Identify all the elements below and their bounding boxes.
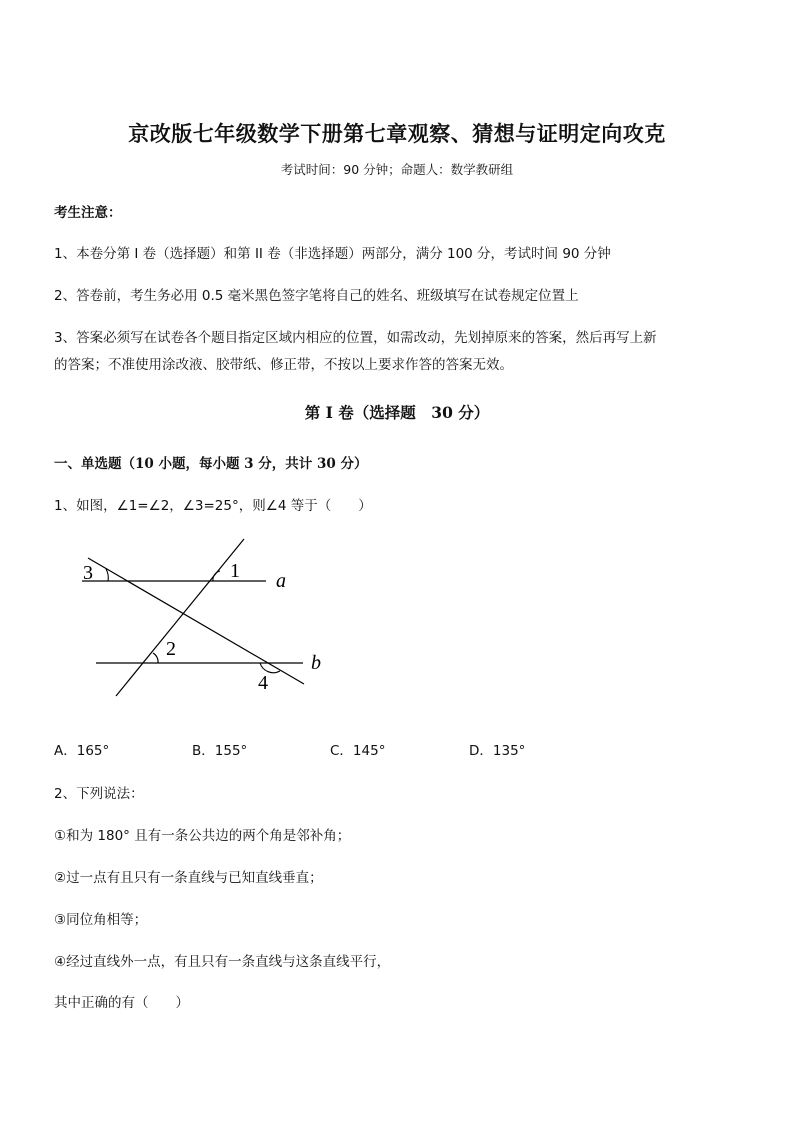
label-angle-3: 3	[83, 562, 93, 584]
angle-1-arc	[213, 571, 220, 581]
angle-2-arc	[153, 653, 158, 663]
label-line-a: a	[276, 570, 286, 592]
notice-heading: 考生注意：	[54, 205, 122, 221]
statement-3: ③同位角相等；	[54, 912, 148, 928]
statement-2: ②过一点有且只有一条直线与已知直线垂直；	[54, 870, 323, 886]
label-angle-1: 1	[230, 560, 240, 582]
notice-item-1: 1、本卷分第 I 卷（选择题）和第 II 卷（非选择题）两部分，满分 100 分，考试时间 90 分钟	[54, 246, 611, 262]
section-title: 第 I 卷（选择题 30 分）	[304, 403, 490, 422]
question-2-prompt: 其中正确的有（ ）	[54, 995, 189, 1011]
option-d: D．135°	[469, 743, 526, 759]
exam-info: 考试时间：90 分钟；命题人：数学教研组	[280, 162, 514, 177]
option-b: B．155°	[192, 743, 248, 759]
question-1-figure	[70, 530, 340, 705]
notice-item-3-continued: 的答案；不准使用涂改液、胶带纸、修正带，不按以上要求作答的答案无效。	[54, 357, 513, 373]
label-line-b: b	[311, 652, 321, 674]
statement-1: ①和为 180° 且有一条公共边的两个角是邻补角；	[54, 828, 351, 844]
label-angle-2: 2	[166, 638, 176, 660]
option-c: C．145°	[330, 743, 386, 759]
transversal-2	[116, 539, 244, 696]
label-angle-4: 4	[258, 672, 268, 694]
question-2-stem: 2、下列说法：	[54, 786, 144, 802]
page-title: 京改版七年级数学下册第七章观察、猜想与证明定向攻克	[128, 121, 666, 146]
part-title: 一、单选题（10 小题，每小题 3 分，共计 30 分）	[54, 456, 368, 472]
question-1-stem: 1、如图，∠1=∠2，∠3=25°，则∠4 等于（ ）	[54, 498, 372, 514]
transversal-1	[88, 558, 304, 684]
statement-4: ④经过直线外一点，有且只有一条直线与这条直线平行，	[54, 954, 391, 970]
option-a: A．165°	[54, 743, 110, 759]
angle-3-arc	[106, 569, 108, 581]
notice-item-2: 2、答卷前，考生务必用 0.5 毫米黑色签字笔将自己的姓名、班级填写在试卷规定位置上	[54, 288, 579, 304]
notice-item-3: 3、答案必须写在试卷各个题目指定区域内相应的位置，如需改动，先划掉原来的答案，然后再写上新	[54, 330, 657, 346]
